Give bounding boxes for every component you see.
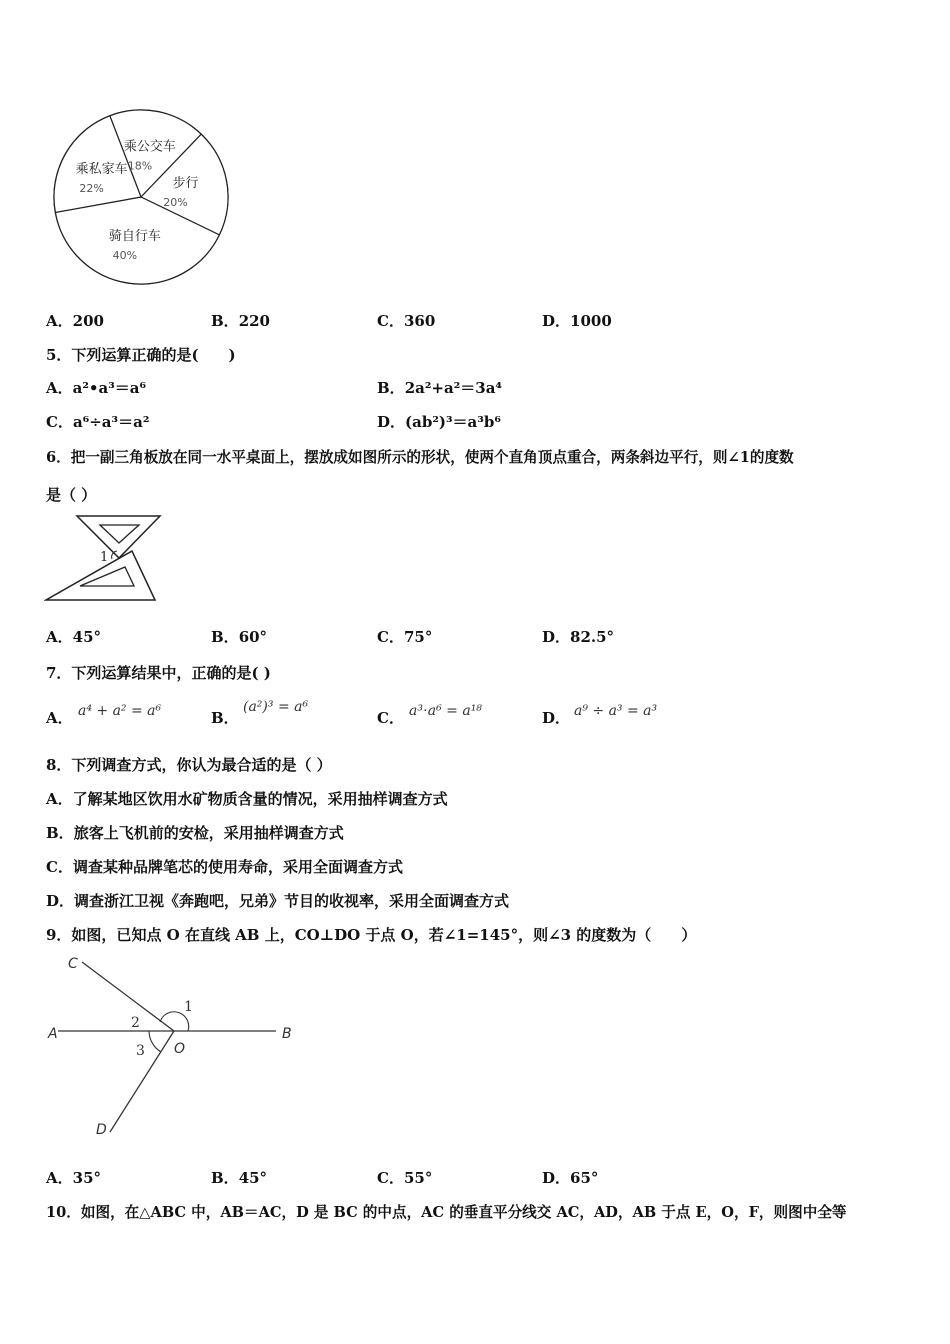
q6-stem-line1: 6．把一副三角板放在同一水平桌面上，摆放成如图所示的形状，使两个直角顶点重合，两条斜边平行，则∠1的度数: [46, 449, 794, 466]
label-1: 1: [184, 999, 193, 1015]
q4-option-b[interactable]: B．220: [211, 312, 270, 330]
q10-stem: 10．如图，在△ABC 中，AB＝AC，D 是 BC 的中点，AC 的垂直平分线交 AC，AD，AB 于点 E，O，F，则图中全等: [46, 1204, 847, 1221]
label-b: B: [282, 1026, 292, 1042]
q6-option-d[interactable]: D．82.5°: [542, 628, 615, 646]
upper-triangle-outer: [77, 516, 160, 558]
q6-stem-line2: 是（ ）: [46, 486, 97, 504]
pie-label-2: 步行: [172, 175, 199, 191]
label-d: D: [96, 1122, 107, 1138]
pie-percent-4: 22%: [79, 181, 104, 195]
pie-label-1: 乘公交车: [123, 139, 176, 155]
q7-option-c-expr[interactable]: a³⋅a⁶ = a¹⁸: [409, 703, 482, 719]
q4-option-a[interactable]: A．200: [46, 312, 104, 330]
q8-option-d[interactable]: D．调查浙江卫视《奔跑吧，兄弟》节目的收视率，采用全面调查方式: [46, 892, 510, 910]
q4-option-c[interactable]: C．360: [377, 312, 436, 330]
upper-triangle-inner: [100, 525, 139, 543]
pie-label-3: 骑自行车: [108, 228, 161, 244]
angle-1-label: 1: [100, 550, 109, 565]
pie-percent-3: 40%: [112, 248, 138, 262]
q8-option-b[interactable]: B．旅客上飞机前的安检，采用抽样调查方式: [46, 824, 344, 842]
q8-option-c[interactable]: C．调查某种品牌笔芯的使用寿命，采用全面调查方式: [46, 858, 403, 876]
label-a: A: [48, 1026, 58, 1042]
q6-option-b[interactable]: B．60°: [211, 628, 268, 646]
q9-option-a[interactable]: A．35°: [46, 1169, 102, 1187]
q5-option-b[interactable]: B．2a²+a²＝3a⁴: [377, 379, 502, 397]
pie-percent-1: 18%: [127, 159, 153, 173]
q7-option-b-expr[interactable]: (a²)³ = a⁶: [243, 699, 309, 715]
q6-option-a[interactable]: A．45°: [46, 628, 102, 646]
q8-stem: 8．下列调查方式，你认为最合适的是（ ）: [46, 756, 332, 774]
q8-option-a[interactable]: A．了解某地区饮用水矿物质含量的情况，采用抽样调查方式: [46, 790, 448, 808]
angle-figure: [44, 952, 304, 1142]
q9-stem: 9．如图，已知点 O 在直线 AB 上，CO⊥DO 于点 O，若∠1=145°，则∠3 的度数为（ ）: [46, 926, 697, 944]
triangle-figure: [44, 514, 164, 604]
q5-option-a[interactable]: A．a²•a³＝a⁶: [46, 379, 147, 397]
q7-option-a-letter[interactable]: A．: [46, 709, 73, 727]
label-2: 2: [131, 1015, 140, 1031]
q9-option-b[interactable]: B．45°: [211, 1169, 268, 1187]
angle-3-arc: [149, 1031, 161, 1052]
label-c: C: [68, 956, 78, 972]
pie-label-4: 乘私家车: [75, 161, 128, 177]
pie-chart: [50, 108, 234, 286]
q7-option-d-letter[interactable]: D．: [542, 709, 571, 727]
q4-option-d[interactable]: D．1000: [542, 312, 612, 330]
q6-option-c[interactable]: C．75°: [377, 628, 433, 646]
q5-option-c[interactable]: C．a⁶÷a³＝a²: [46, 413, 150, 431]
label-3: 3: [136, 1043, 145, 1059]
label-o: O: [174, 1041, 186, 1057]
q7-option-a-expr[interactable]: a⁴ + a² = a⁶: [78, 703, 162, 719]
q9-option-c[interactable]: C．55°: [377, 1169, 433, 1187]
q7-option-c-letter[interactable]: C．: [377, 709, 404, 727]
q7-stem: 7．下列运算结果中，正确的是( ): [46, 664, 271, 682]
q5-option-d[interactable]: D．(ab²)³＝a³b⁶: [377, 413, 501, 431]
q7-option-b-letter[interactable]: B．: [211, 709, 239, 727]
q7-option-d-expr[interactable]: a⁹ ÷ a³ = a³: [574, 703, 658, 719]
q9-option-d[interactable]: D．65°: [542, 1169, 599, 1187]
pie-percent-2: 20%: [163, 195, 188, 209]
q5-stem: 5．下列运算正确的是( ): [46, 346, 236, 364]
